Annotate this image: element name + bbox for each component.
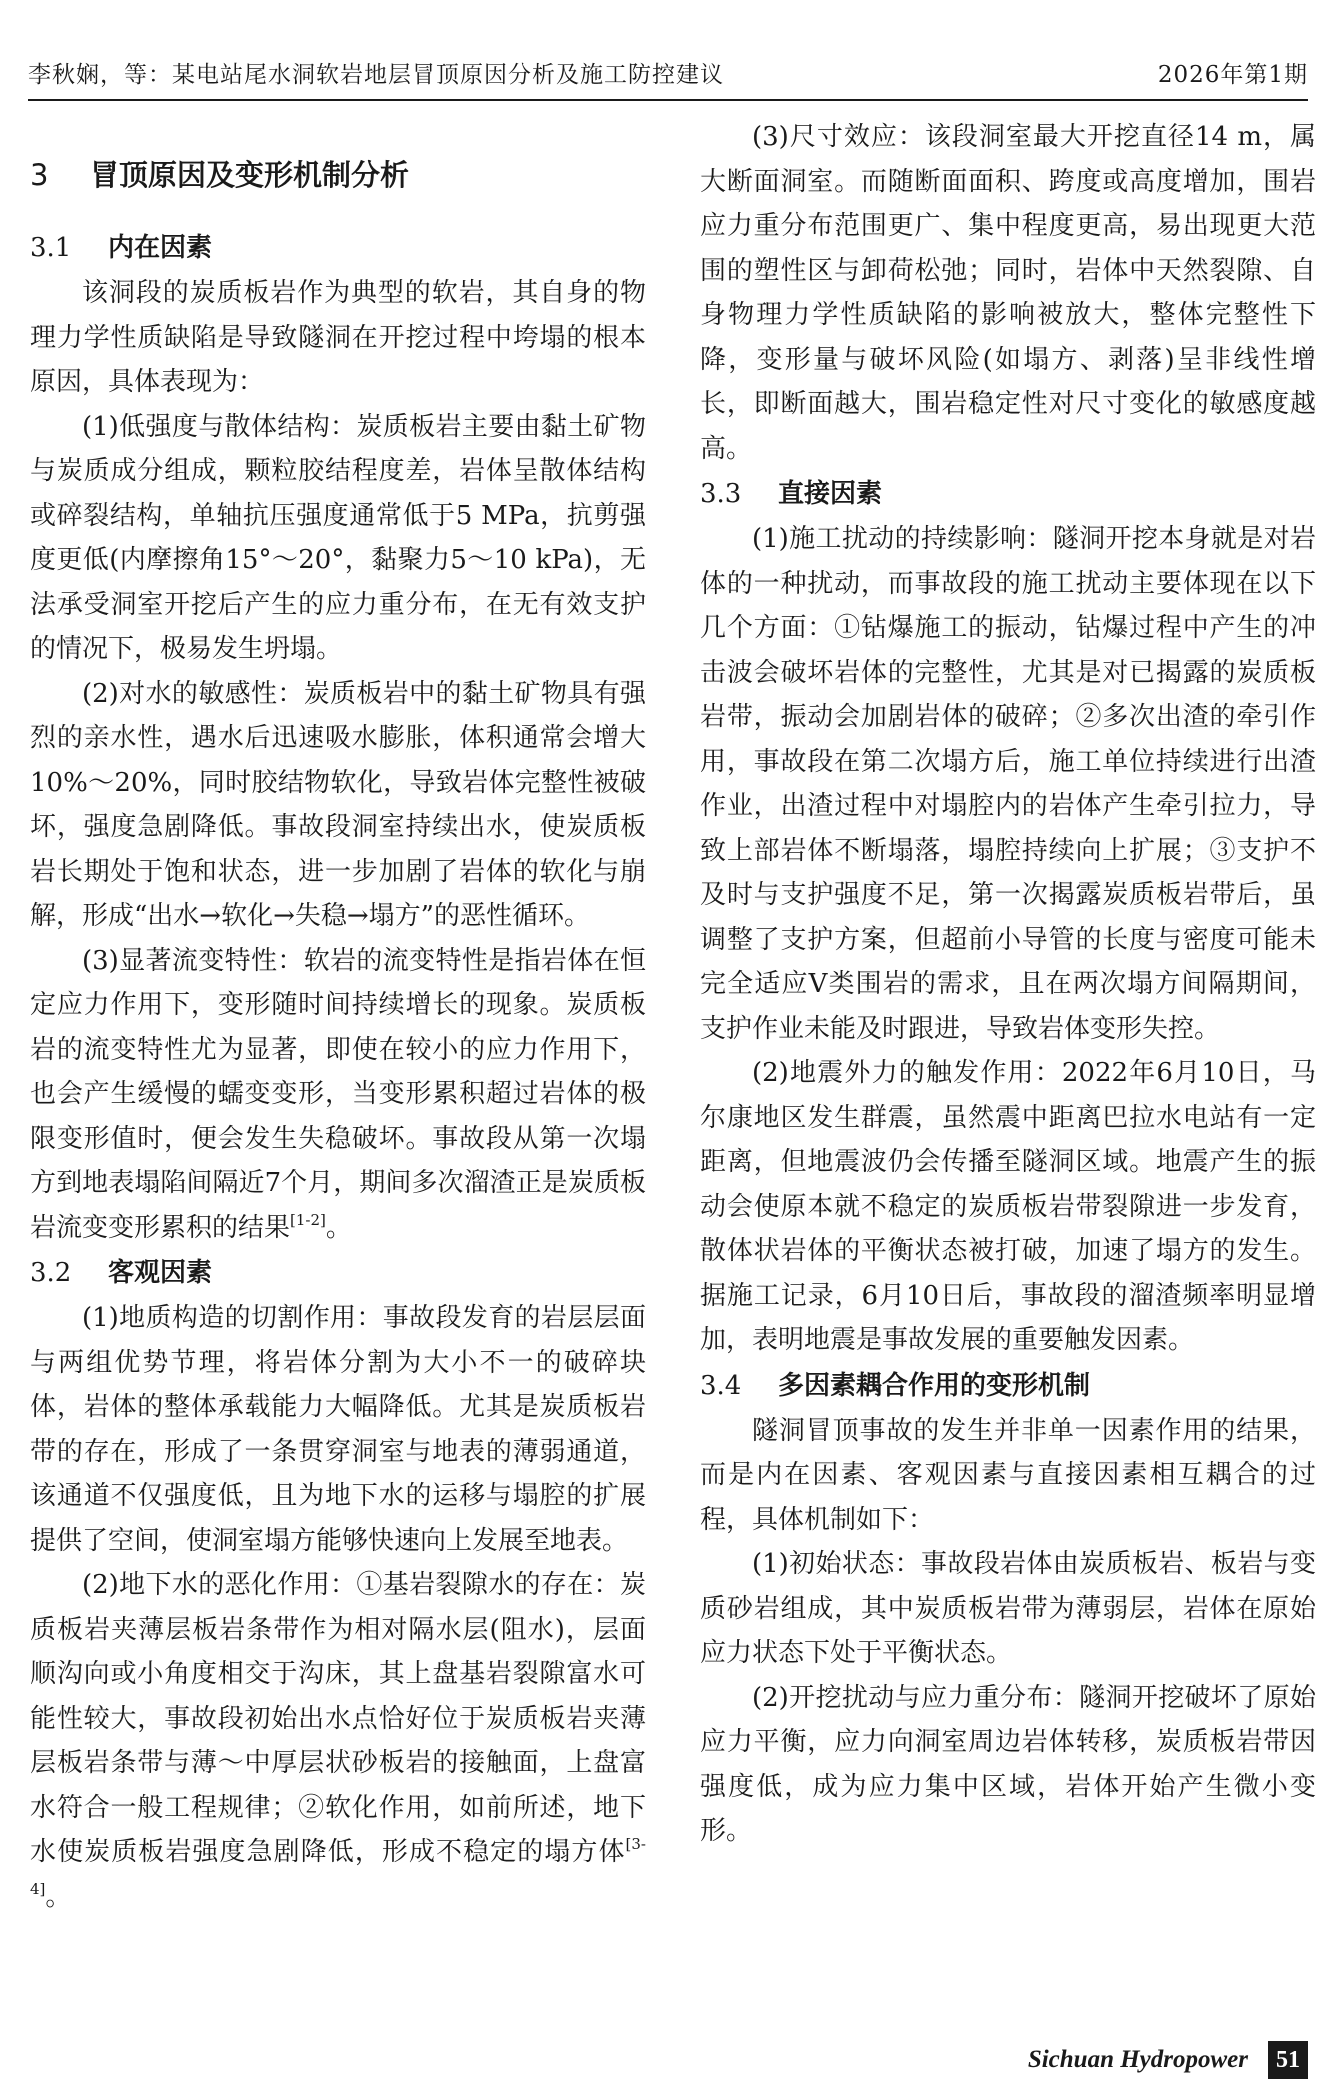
subsection-title: 客观因素 bbox=[108, 1258, 213, 1288]
paragraph: (2)地震外力的触发作用：2022年6月10日，马尔康地区发生群震，虽然震中距离巴拉水电站有一定距离，但地震波仍会传播至隧洞区域。地震产生的振动会使原本就不稳定的炭质板岩带裂隙进一步发育，散体状岩体的平衡状态被打破，加速了塌方的发生。据施工记录，6月10日后，事故段的溜渣频率明显增加，表明地震是事故发展的重要触发因素。 bbox=[700, 1058, 1316, 1355]
subsection-title: 直接因素 bbox=[778, 479, 883, 509]
subsection-3-2-heading bbox=[30, 1250, 646, 1296]
paragraph-end: 。 bbox=[45, 1881, 72, 1912]
subsection-3-3-heading bbox=[700, 471, 1316, 517]
header-title: 李秋娴，等：某电站尾水洞软岩地层冒顶原因分析及施工防控建议 bbox=[28, 61, 724, 88]
subsection-3-1-heading bbox=[30, 225, 646, 271]
paragraph: (2)开挖扰动与应力重分布：隧洞开挖破坏了原始应力平衡，应力向洞室周边岩体转移，炭质板岩带因强度低，成为应力集中区域，岩体开始产生微小变形。 bbox=[700, 1682, 1316, 1846]
paragraph-text: (2)地下水的恶化作用：①基岩裂隙水的存在：炭质板岩夹薄层板岩条带作为相对隔水层(阻水)，层面顺沟向或小角度相交于沟床，其上盘基岩裂隙富水可能性较大，事故段初始出水点恰好位于炭质板岩夹薄层板岩条带与薄～中厚层状砂板岩的接触面，上盘富水符合一般工程规律；②软化作用，如前所述，地下水使炭质板岩强度急剧降低，形成不稳定的塌方体 bbox=[30, 1570, 646, 1867]
header-issue: 2026年第1期 bbox=[1157, 61, 1308, 88]
page-number: 51 bbox=[1268, 2041, 1308, 2079]
subsection-number: 3.3 bbox=[700, 479, 742, 509]
paragraph bbox=[30, 1563, 646, 1919]
running-header bbox=[28, 52, 1308, 92]
journal-name: Sichuan Hydropower bbox=[1027, 2046, 1248, 2073]
paragraph-text: (3)显著流变特性：软岩的流变特性是指岩体在恒定应力作用下，变形随时间持续增长的现象。炭质板岩的流变特性尤为显著，即使在较小的应力作用下，也会产生缓慢的蠕变变形，当变形累积超过岩体的极限变形值时，便会发生失稳破坏。事故段从第一次塌方到地表塌陷间隔近7个月，期间多次溜渣正是炭质板岩流变变形累积的结果 bbox=[30, 945, 646, 1243]
left-column bbox=[30, 115, 646, 1919]
section-number: 3 bbox=[30, 158, 49, 192]
citation-ref: [1-2] bbox=[290, 1210, 326, 1229]
subsection-number: 3.4 bbox=[700, 1370, 742, 1401]
paragraph: (2)对水的敏感性：炭质板岩中的黏土矿物具有强烈的亲水性，遇水后迅速吸水膨胀，体积通常会增大10%～20%，同时胶结物软化，导致岩体完整性被破坏，强度急剧降低。事故段洞室持续出水，使炭质板岩长期处于饱和状态，进一步加剧了岩体的软化与崩解，形成“出水→软化→失稳→塌方”的恶性循环。 bbox=[30, 678, 646, 931]
header-divider bbox=[28, 99, 1308, 101]
paragraph-end: 。 bbox=[325, 1212, 352, 1243]
paragraph: 该洞段的炭质板岩作为典型的软岩，其自身的物理力学性质缺陷是导致隧洞在开挖过程中垮塌的根本原因，具体表现为： bbox=[30, 278, 646, 397]
paragraph: 隧洞冒顶事故的发生并非单一因素作用的结果，而是内在因素、客观因素与直接因素相互耦合的过程，具体机制如下： bbox=[700, 1415, 1316, 1535]
paragraph: (3)尺寸效应：该段洞室最大开挖直径14 m，属大断面洞室。而随断面面积、跨度或高度增加，围岩应力重分布范围更广、集中程度更高，易出现更大范围的塑性区与卸荷松弛；同时，岩体中天然裂隙、自身物理力学性质缺陷的影响被放大，整体完整性下降，变形量与破坏风险(如塌方、剥落)呈非线性增长，即断面越大，围岩稳定性对尺寸变化的敏感度越高。 bbox=[700, 122, 1316, 464]
paragraph: (1)施工扰动的持续影响：隧洞开挖本身就是对岩体的一种扰动，而事故段的施工扰动主要体现在以下几个方面：①钻爆施工的振动，钻爆过程中产生的冲击波会破坏岩体的完整性，尤其是对已揭露的炭质板岩带，振动会加剧岩体的破碎；②多次出渣的牵引作用，事故段在第二次塌方后，施工单位持续进行出渣作业，出渣过程中对塌腔内的岩体产生牵引拉力，导致上部岩体不断塌落，塌腔持续向上扩展；③支护不及时与支护强度不足，第一次揭露炭质板岩带后，虽调整了支护方案，但超前小导管的长度与密度可能未完全适应Ⅴ类围岩的需求，且在两次塌方间隔期间，支护作业未能及时跟进，导致岩体变形失控。 bbox=[700, 524, 1316, 1044]
paragraph: (1)初始状态：事故段岩体由炭质板岩、板岩与变质砂岩组成，其中炭质板岩带为薄弱层，岩体在原始应力状态下处于平衡状态。 bbox=[700, 1549, 1316, 1668]
right-column bbox=[700, 115, 1316, 1854]
subsection-number: 3.1 bbox=[30, 233, 72, 263]
page-footer bbox=[1028, 2040, 1308, 2080]
subsection-title: 多因素耦合作用的变形机制 bbox=[778, 1370, 1091, 1401]
paragraph: (1)低强度与散体结构：炭质板岩主要由黏土矿物与炭质成分组成，颗粒胶结程度差，岩体呈散体结构或碎裂结构，单轴抗压强度通常低于5 MPa，抗剪强度更低(内摩擦角15°～20°，黏聚力5～10 kPa)，无法承受洞室开挖后产生的应力重分布，在无有效支护的情况下，极易发生坍塌。 bbox=[30, 411, 646, 664]
citation-ref: [3-4] bbox=[30, 1835, 646, 1898]
subsection-3-4-heading bbox=[700, 1363, 1316, 1409]
subsection-title: 内在因素 bbox=[108, 233, 213, 263]
section-3-heading bbox=[30, 151, 646, 199]
subsection-number: 3.2 bbox=[30, 1258, 72, 1288]
section-title: 冒顶原因及变形机制分析 bbox=[90, 158, 410, 192]
paragraph bbox=[30, 939, 646, 1251]
paragraph: (1)地质构造的切割作用：事故段发育的岩层层面与两组优势节理，将岩体分割为大小不一的破碎块体，岩体的整体承载能力大幅降低。尤其是炭质板岩带的存在，形成了一条贯穿洞室与地表的薄弱通道，该通道不仅强度低，且为地下水的运移与塌腔的扩展提供了空间，使洞室塌方能够快速向上发展至地表。 bbox=[30, 1303, 646, 1556]
